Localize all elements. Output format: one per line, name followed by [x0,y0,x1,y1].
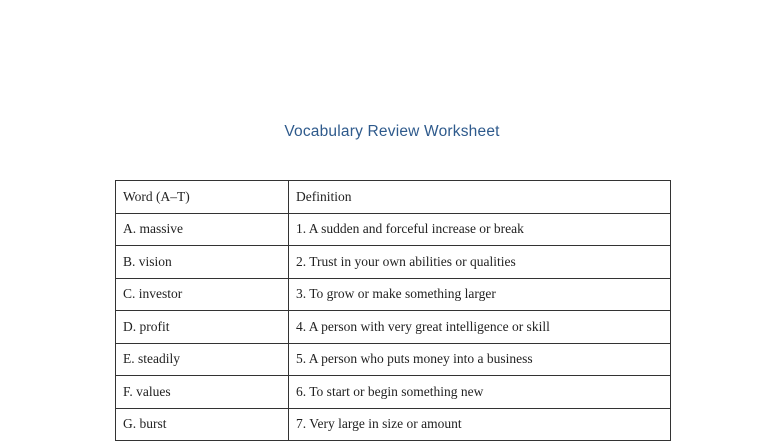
table-row [116,408,671,441]
definition-cell: 7. Very large in size or amount [289,408,671,441]
word-cell: D. profit [116,311,289,344]
worksheet-title: Vocabulary Review Worksheet [284,123,500,140]
table-row [116,213,671,246]
table-row [116,343,671,376]
word-cell: G. burst [116,408,289,441]
word-column-header: Word (A–T) [116,181,289,214]
definition-column-header: Definition [289,181,671,214]
word-cell: C. investor [116,278,289,311]
definition-cell: 1. A sudden and forceful increase or break [289,213,671,246]
table-row [116,246,671,279]
table-row [116,278,671,311]
word-cell: B. vision [116,246,289,279]
word-cell: F. values [116,376,289,409]
definition-cell: 5. A person who puts money into a business [289,343,671,376]
table-header-row [116,181,671,214]
definition-cell: 3. To grow or make something larger [289,278,671,311]
definition-cell: 4. A person with very great intelligence or skill [289,311,671,344]
word-cell: A. massive [116,213,289,246]
definition-cell: 2. Trust in your own abilities or qualities [289,246,671,279]
vocabulary-table [115,180,671,441]
table-row [116,311,671,344]
definition-cell: 6. To start or begin something new [289,376,671,409]
word-cell: E. steadily [116,343,289,376]
table-row [116,376,671,409]
